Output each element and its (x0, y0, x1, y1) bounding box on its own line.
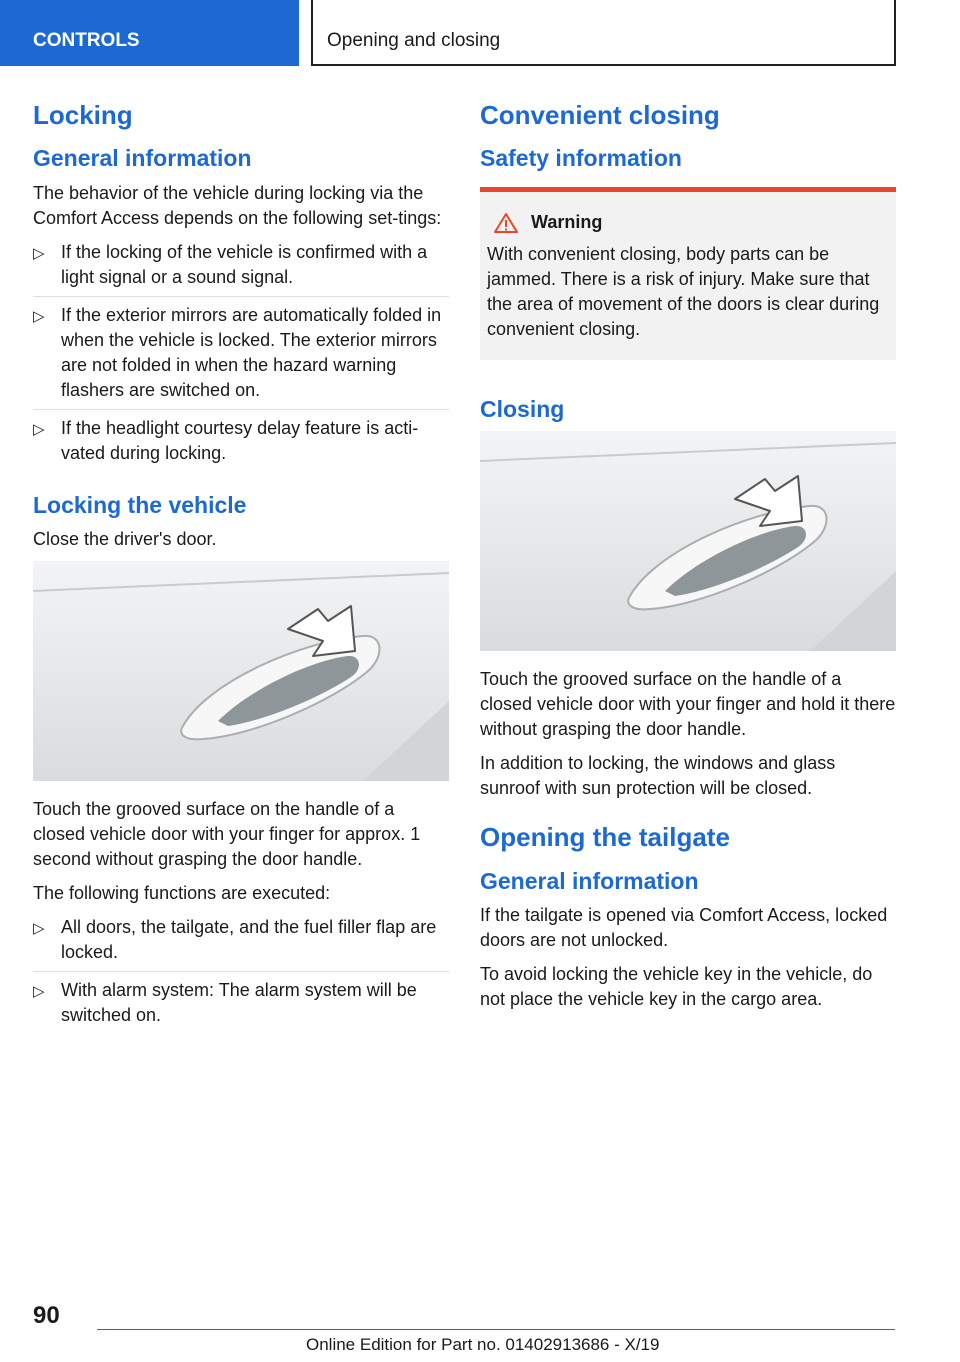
locking-caption: Touch the grooved surface on the handle of a closed vehicle door with your finger for approx. 1 second without grasping the door handle. (33, 799, 421, 870)
door-handle-illustration (33, 561, 449, 781)
safety-info-heading: Safety information (480, 145, 682, 172)
triangle-bullet-icon: ▷ (33, 307, 45, 325)
general-info-intro: The behavior of the vehicle during locking via the Comfort Access depends on the following set-tings: (33, 182, 442, 228)
door-handle-closing-illustration (480, 431, 896, 651)
warning-box (480, 187, 896, 360)
locking-settings-list (33, 240, 449, 466)
functions-intro: The following functions are executed: (33, 883, 331, 904)
triangle-bullet-icon: ▷ (33, 244, 45, 262)
list-item: ▷ If the locking of the vehicle is confirmed with a light signal or a sound signal. (33, 241, 428, 287)
locking-vehicle-heading: Locking the vehicle (33, 491, 247, 518)
right-column (480, 100, 896, 1021)
warning-triangle-icon (493, 212, 519, 234)
closing-heading: Closing (480, 395, 565, 422)
list-item: ▷ If the headlight courtesy delay feature is acti-vated during locking. (33, 409, 449, 466)
triangle-bullet-icon: ▷ (33, 420, 45, 438)
general-info-heading: General information (33, 145, 252, 172)
header-section-label: CONTROLS (33, 30, 140, 51)
tailgate-text-2: To avoid locking the vehicle key in the vehicle, do not place the vehicle key in the cargo area. (480, 964, 873, 1010)
left-column (33, 100, 449, 1042)
triangle-bullet-icon: ▷ (33, 983, 45, 1001)
tailgate-general-heading: General information (480, 867, 699, 894)
opening-tailgate-heading: Opening the tailgate (480, 822, 730, 853)
list-item: ▷ If the exterior mirrors are automatically folded in when the vehicle is locked. The exterior mirrors are not folded in when the hazard warning flashers are switched on. (33, 296, 449, 403)
list-item: ▷ With alarm system: The alarm system will be switched on. (33, 971, 449, 1028)
list-item: ▷ All doors, the tailgate, and the fuel filler flap are locked. (33, 917, 437, 963)
closing-note: In addition to locking, the windows and glass sunroof with sun protection will be closed. (480, 753, 836, 799)
header-chapter-tab (311, 0, 896, 66)
triangle-bullet-icon: ▷ (33, 920, 45, 938)
functions-list (33, 915, 449, 1028)
page-number: 90 (33, 1302, 60, 1329)
warning-text: With convenient closing, body parts can be jammed. There is a risk of injury. Make sure that the area of movement of the doors is clear during convenient closing. (487, 243, 880, 339)
locking-heading: Locking (33, 100, 133, 130)
convenient-closing-heading: Convenient closing (480, 100, 720, 130)
warning-title: Warning (487, 212, 889, 234)
header-chapter-label: Opening and closing (327, 30, 501, 51)
tailgate-text-1: If the tailgate is opened via Comfort Access, locked doors are not unlocked. (480, 905, 888, 951)
closing-caption: Touch the grooved surface on the handle of a closed vehicle door with your finger and hold it there without grasping the door handle. (480, 669, 896, 740)
footer-divider (97, 1329, 895, 1330)
locking-vehicle-text: Close the driver's door. (33, 529, 217, 550)
header-section-tab (0, 0, 299, 66)
footer-edition: Online Edition for Part no. 01402913686 - X/19 (306, 1335, 660, 1354)
